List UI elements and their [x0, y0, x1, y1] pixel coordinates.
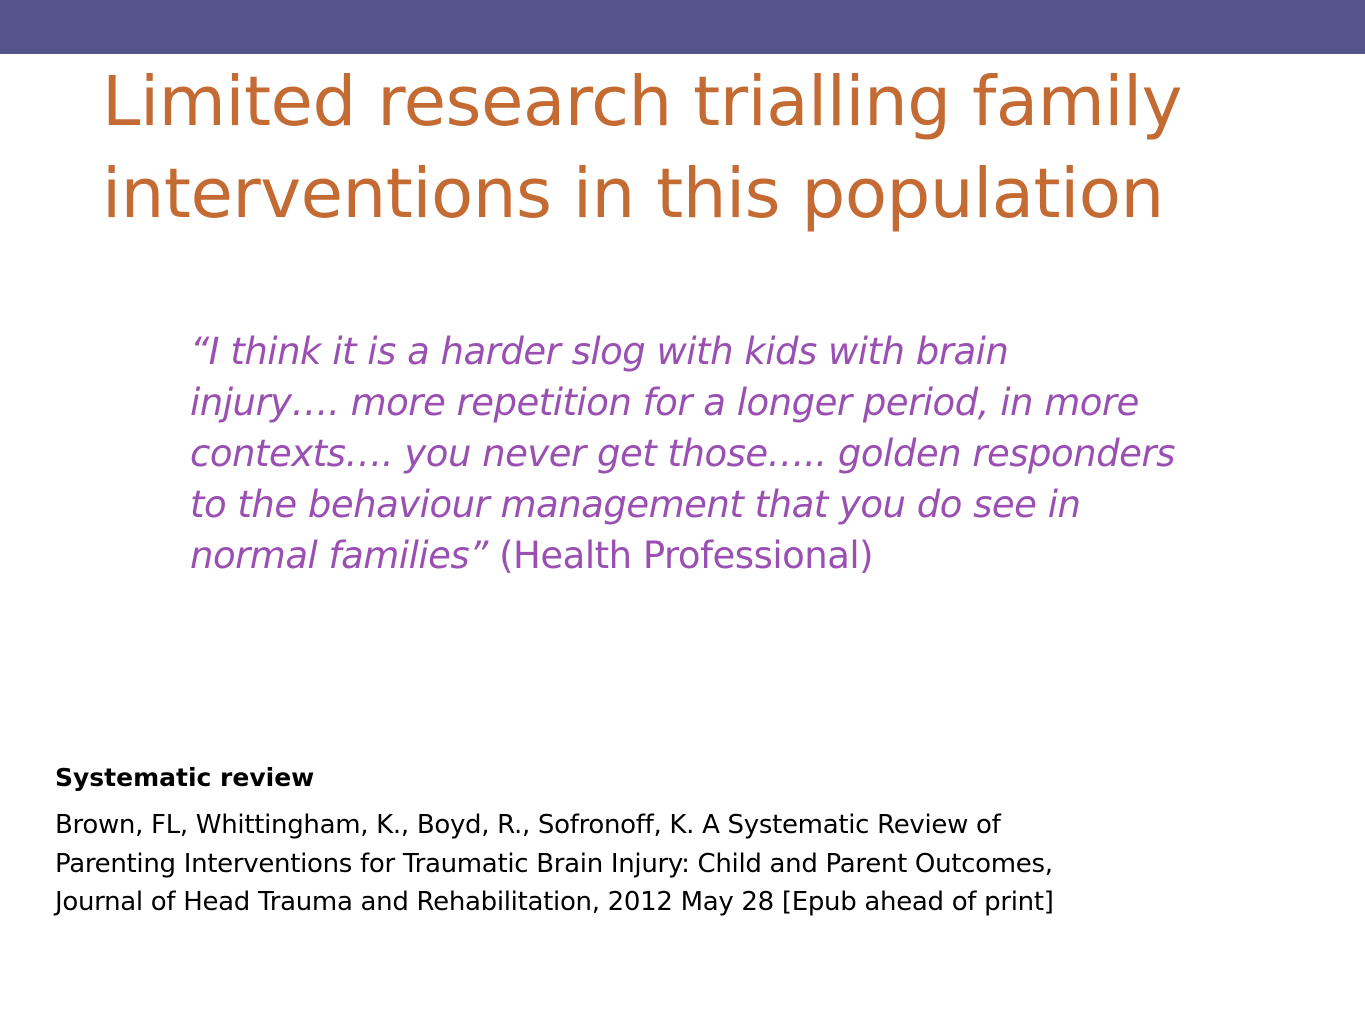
quote-line-1: “I think it is a harder slog with kids with brain [190, 330, 1009, 373]
reference-citation [55, 806, 1305, 922]
quote-line-4: to the behaviour management that you do see in [190, 483, 1081, 526]
reference-line-1: Brown, FL, Whittingham, K., Boyd, R., Sofronoff, K. A Systematic Review of [55, 810, 1001, 840]
quote-source: (Health Professional) [487, 534, 874, 577]
top-accent-bar [0, 0, 1365, 54]
quote-line-5 [190, 530, 1310, 581]
title-line-2: interventions in this population [102, 154, 1164, 234]
reference-line-2: Parenting Interventions for Traumatic Brain Injury: Child and Parent Outcomes, [55, 848, 1053, 879]
reference-heading: Systematic review [55, 763, 315, 792]
quote-block [190, 326, 1310, 581]
title-line-1: Limited research trialling family [102, 62, 1182, 142]
quote-line-2: injury…. more repetition for a longer period, in more [190, 381, 1139, 424]
slide-title [102, 56, 1332, 240]
quote-line-3: contexts…. you never get those….. golden responders [190, 432, 1175, 475]
quote-last-italic: normal families” [190, 534, 488, 577]
reference-line-3: Journal of Head Trauma and Rehabilitation, 2012 May 28 [Epub ahead of print] [55, 887, 1054, 917]
